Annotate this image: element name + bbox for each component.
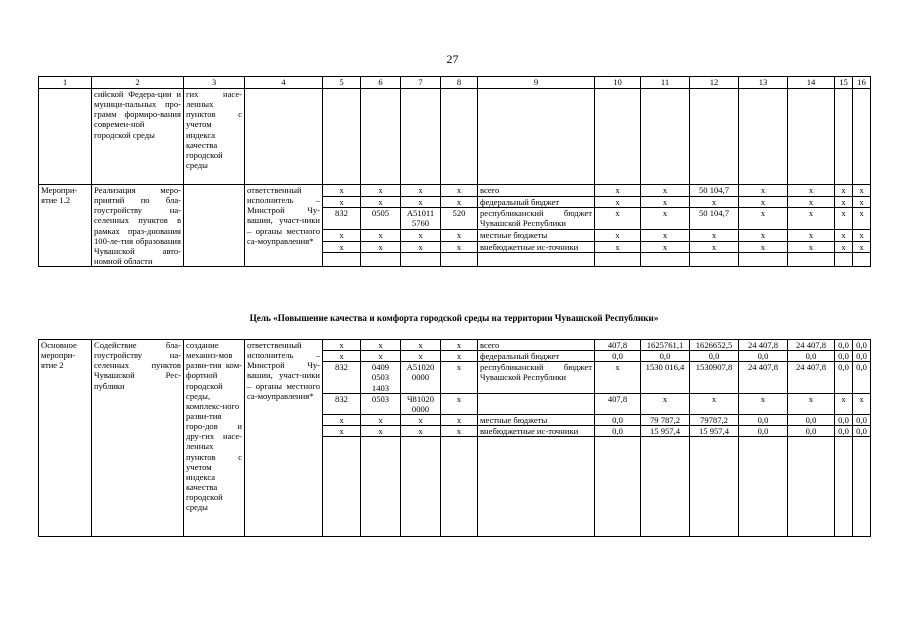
cell: 0,0 bbox=[595, 414, 641, 425]
cell bbox=[595, 253, 641, 267]
cell: х bbox=[323, 196, 361, 208]
cell: х bbox=[835, 230, 853, 242]
cell: х bbox=[441, 393, 478, 414]
cell: 0,0 bbox=[595, 351, 641, 362]
cell: х bbox=[853, 196, 871, 208]
cell: 0,0 bbox=[788, 351, 835, 362]
cell: 0,0 bbox=[835, 362, 853, 393]
cell: х bbox=[739, 241, 788, 253]
funding-source: федеральный бюджет bbox=[478, 196, 595, 208]
cell bbox=[401, 437, 441, 537]
cell: х bbox=[361, 340, 401, 351]
cell: х bbox=[788, 393, 835, 414]
cell: х bbox=[361, 196, 401, 208]
cell bbox=[739, 89, 788, 185]
header-cell: 5 bbox=[323, 77, 361, 89]
cell bbox=[401, 253, 441, 267]
cell bbox=[641, 89, 690, 185]
cell: х bbox=[323, 241, 361, 253]
cell: 1530 016,4 bbox=[641, 362, 690, 393]
cell: х bbox=[690, 241, 739, 253]
cell: х bbox=[595, 208, 641, 230]
cell: 0409 0503 1403 bbox=[361, 362, 401, 393]
cell: х bbox=[739, 196, 788, 208]
program-table-top bbox=[38, 76, 871, 267]
cell bbox=[478, 253, 595, 267]
responsible-executor: ответственный исполнитель – Минстрой Чу-вашии, участ-ники – органы местного са-моуправления* bbox=[245, 185, 323, 267]
cell bbox=[184, 185, 245, 267]
header-cell: 6 bbox=[361, 77, 401, 89]
cell bbox=[853, 437, 871, 537]
header-cell: 16 bbox=[853, 77, 871, 89]
cell: х bbox=[401, 340, 441, 351]
cell: х bbox=[323, 340, 361, 351]
cell bbox=[739, 253, 788, 267]
cell: х bbox=[690, 230, 739, 242]
cell: х bbox=[835, 185, 853, 197]
cell: 407,8 bbox=[595, 393, 641, 414]
header-cell: 7 bbox=[401, 77, 441, 89]
cell: 79787,2 bbox=[690, 414, 739, 425]
cell: А51020 0000 bbox=[401, 362, 441, 393]
funding-source: республиканский бюджет Чувашской Республики bbox=[478, 362, 595, 393]
cell: х bbox=[739, 393, 788, 414]
program-table-bottom bbox=[38, 339, 871, 537]
cell bbox=[835, 89, 853, 185]
cell bbox=[323, 89, 361, 185]
cell: 0505 bbox=[361, 208, 401, 230]
header-row bbox=[39, 77, 871, 89]
header-cell: 12 bbox=[690, 77, 739, 89]
cell: 79 787,2 bbox=[641, 414, 690, 425]
cell: х bbox=[401, 185, 441, 197]
cell: 24 407,8 bbox=[788, 340, 835, 351]
cell bbox=[595, 89, 641, 185]
cell: х bbox=[361, 185, 401, 197]
cell: 1626652,5 bbox=[690, 340, 739, 351]
cell: х bbox=[835, 208, 853, 230]
cell: х bbox=[323, 351, 361, 362]
cell: х bbox=[441, 230, 478, 242]
cell bbox=[361, 253, 401, 267]
header-cell: 9 bbox=[478, 77, 595, 89]
continued-text-col3: гих насе-ленных пунктов с учетом индекса качества городской среды bbox=[184, 89, 245, 185]
cell: 0,0 bbox=[835, 340, 853, 351]
cell bbox=[641, 437, 690, 537]
cell: 15 957,4 bbox=[690, 426, 739, 437]
cell bbox=[401, 89, 441, 185]
cell: х bbox=[835, 241, 853, 253]
cell: 0,0 bbox=[853, 362, 871, 393]
cell: 24 407,8 bbox=[788, 362, 835, 393]
cell: х bbox=[853, 230, 871, 242]
cell bbox=[441, 89, 478, 185]
cell bbox=[478, 437, 595, 537]
cell: х bbox=[641, 196, 690, 208]
cell: х bbox=[641, 241, 690, 253]
event-label: Меропри-ятие 1.2 bbox=[39, 185, 92, 267]
cell: х bbox=[361, 426, 401, 437]
cell: х bbox=[690, 393, 739, 414]
cell: 0,0 bbox=[835, 426, 853, 437]
cell: х bbox=[595, 362, 641, 393]
cell: х bbox=[641, 393, 690, 414]
cell: х bbox=[853, 393, 871, 414]
cell: х bbox=[788, 241, 835, 253]
cell: 0,0 bbox=[739, 426, 788, 437]
cell: х bbox=[401, 241, 441, 253]
cell: х bbox=[788, 230, 835, 242]
cell: х bbox=[641, 230, 690, 242]
funding-source: федеральный бюджет bbox=[478, 351, 595, 362]
cell: х bbox=[641, 185, 690, 197]
cell: 0,0 bbox=[690, 351, 739, 362]
header-cell: 11 bbox=[641, 77, 690, 89]
cell bbox=[690, 437, 739, 537]
cell bbox=[788, 89, 835, 185]
cell: х bbox=[595, 196, 641, 208]
cell bbox=[245, 89, 323, 185]
continuation-row bbox=[39, 89, 871, 185]
cell: х bbox=[441, 185, 478, 197]
cell: х bbox=[401, 230, 441, 242]
cell: х bbox=[739, 185, 788, 197]
cell bbox=[641, 253, 690, 267]
header-cell: 8 bbox=[441, 77, 478, 89]
cell: х bbox=[361, 241, 401, 253]
cell: 0,0 bbox=[853, 414, 871, 425]
cell: 0,0 bbox=[835, 351, 853, 362]
cell: х bbox=[853, 185, 871, 197]
header-cell: 14 bbox=[788, 77, 835, 89]
cell: 407,8 bbox=[595, 340, 641, 351]
page-number: 27 bbox=[446, 52, 459, 66]
cell: х bbox=[739, 230, 788, 242]
cell: х bbox=[361, 230, 401, 242]
cell bbox=[690, 89, 739, 185]
cell: 0,0 bbox=[853, 426, 871, 437]
cell: 0,0 bbox=[853, 351, 871, 362]
continued-text-col2: сийской Федера-ции и муници-пальных про-грамм формиро-вания современ-ной городской среды bbox=[92, 89, 184, 185]
cell: 832 bbox=[323, 393, 361, 414]
event-description: Реализация меро-приятий по бла-гоустройству на-селенных пунктов в рамках праз-днования 100-ле-тия образования Чувашской авто-номной области bbox=[92, 185, 184, 267]
cell: х bbox=[401, 414, 441, 425]
cell: 832 bbox=[323, 362, 361, 393]
cell: х bbox=[853, 208, 871, 230]
cell: 15 957,4 bbox=[641, 426, 690, 437]
funding-source: местные бюджеты bbox=[478, 414, 595, 425]
header-cell: 1 bbox=[39, 77, 92, 89]
cell bbox=[835, 437, 853, 537]
cell: х bbox=[401, 426, 441, 437]
funding-source: республиканский бюджет Чувашской Республики bbox=[478, 208, 595, 230]
header-cell: 10 bbox=[595, 77, 641, 89]
cell: х bbox=[323, 185, 361, 197]
cell bbox=[595, 437, 641, 537]
cell: 24 407,8 bbox=[739, 362, 788, 393]
cell: х bbox=[853, 241, 871, 253]
cell: х bbox=[739, 208, 788, 230]
cell: х bbox=[441, 241, 478, 253]
cell: х bbox=[788, 185, 835, 197]
table-row bbox=[39, 185, 871, 197]
funding-source: всего bbox=[478, 185, 595, 197]
header-cell: 2 bbox=[92, 77, 184, 89]
cell: х bbox=[323, 414, 361, 425]
cell: х bbox=[788, 208, 835, 230]
cell: х bbox=[835, 393, 853, 414]
cell: 1530907,8 bbox=[690, 362, 739, 393]
header-cell: 3 bbox=[184, 77, 245, 89]
cell bbox=[690, 253, 739, 267]
cell: 24 407,8 bbox=[739, 340, 788, 351]
header-cell: 15 bbox=[835, 77, 853, 89]
funding-source: всего bbox=[478, 340, 595, 351]
cell: х bbox=[441, 351, 478, 362]
cell: 0,0 bbox=[853, 340, 871, 351]
cell: х bbox=[595, 185, 641, 197]
header-cell: 13 bbox=[739, 77, 788, 89]
cell bbox=[441, 253, 478, 267]
cell: 0,0 bbox=[788, 426, 835, 437]
cell: Ч81020 0000 bbox=[401, 393, 441, 414]
cell: 0,0 bbox=[595, 426, 641, 437]
cell: х bbox=[641, 208, 690, 230]
cell: 0,0 bbox=[835, 414, 853, 425]
cell: 0,0 bbox=[788, 414, 835, 425]
cell: х bbox=[361, 414, 401, 425]
cell: х bbox=[835, 196, 853, 208]
cell: х bbox=[401, 196, 441, 208]
cell: х bbox=[690, 196, 739, 208]
cell bbox=[853, 253, 871, 267]
cell: 50 104,7 bbox=[690, 208, 739, 230]
cell: х bbox=[441, 414, 478, 425]
cell: х bbox=[441, 426, 478, 437]
funding-source: внебюджетные ис-точники bbox=[478, 426, 595, 437]
cell: 1625761,1 bbox=[641, 340, 690, 351]
cell: х bbox=[441, 340, 478, 351]
cell: х bbox=[441, 196, 478, 208]
cell: х bbox=[323, 426, 361, 437]
main-event-description: Содействие бла-гоустройству на-селенных пунктов Чувашской Рес-публики bbox=[92, 340, 184, 537]
cell: 0,0 bbox=[739, 414, 788, 425]
funding-source: внебюджетные ис-точники bbox=[478, 241, 595, 253]
cell: 520 bbox=[441, 208, 478, 230]
cell bbox=[323, 437, 361, 537]
cell: х bbox=[323, 230, 361, 242]
table-row bbox=[39, 340, 871, 351]
cell bbox=[39, 89, 92, 185]
goal-heading: Цель «Повышение качества и комфорта городской среды на территории Чувашской Республики» bbox=[249, 313, 659, 323]
cell bbox=[323, 253, 361, 267]
cell: х bbox=[401, 351, 441, 362]
cell: х bbox=[595, 241, 641, 253]
cell: х bbox=[441, 362, 478, 393]
cell: 0503 bbox=[361, 393, 401, 414]
cell bbox=[835, 253, 853, 267]
cell bbox=[739, 437, 788, 537]
cell: 50 104,7 bbox=[690, 185, 739, 197]
cell bbox=[788, 437, 835, 537]
main-event-goal: создание механиз-мов разви-тия ком-фортной городской среды, комплекс-ного разви-тия горо-дов и дру-гих насе-ленных пунктов с учетом индекса качества городской среды bbox=[184, 340, 245, 537]
cell: 0,0 bbox=[641, 351, 690, 362]
cell: х bbox=[361, 351, 401, 362]
cell bbox=[788, 253, 835, 267]
responsible-executor: ответственный исполнитель – Минстрой Чу-вашии, участ-ники – органы местного са-моуправления* bbox=[245, 340, 323, 537]
header-cell: 4 bbox=[245, 77, 323, 89]
cell bbox=[441, 437, 478, 537]
cell bbox=[478, 89, 595, 185]
cell: А51011 5760 bbox=[401, 208, 441, 230]
cell: 832 bbox=[323, 208, 361, 230]
cell bbox=[361, 89, 401, 185]
cell bbox=[853, 89, 871, 185]
cell bbox=[361, 437, 401, 537]
main-event-label: Основное меропри-ятие 2 bbox=[39, 340, 92, 537]
funding-source: местные бюджеты bbox=[478, 230, 595, 242]
cell: х bbox=[595, 230, 641, 242]
cell: 0,0 bbox=[739, 351, 788, 362]
funding-source bbox=[478, 393, 595, 414]
cell: х bbox=[788, 196, 835, 208]
